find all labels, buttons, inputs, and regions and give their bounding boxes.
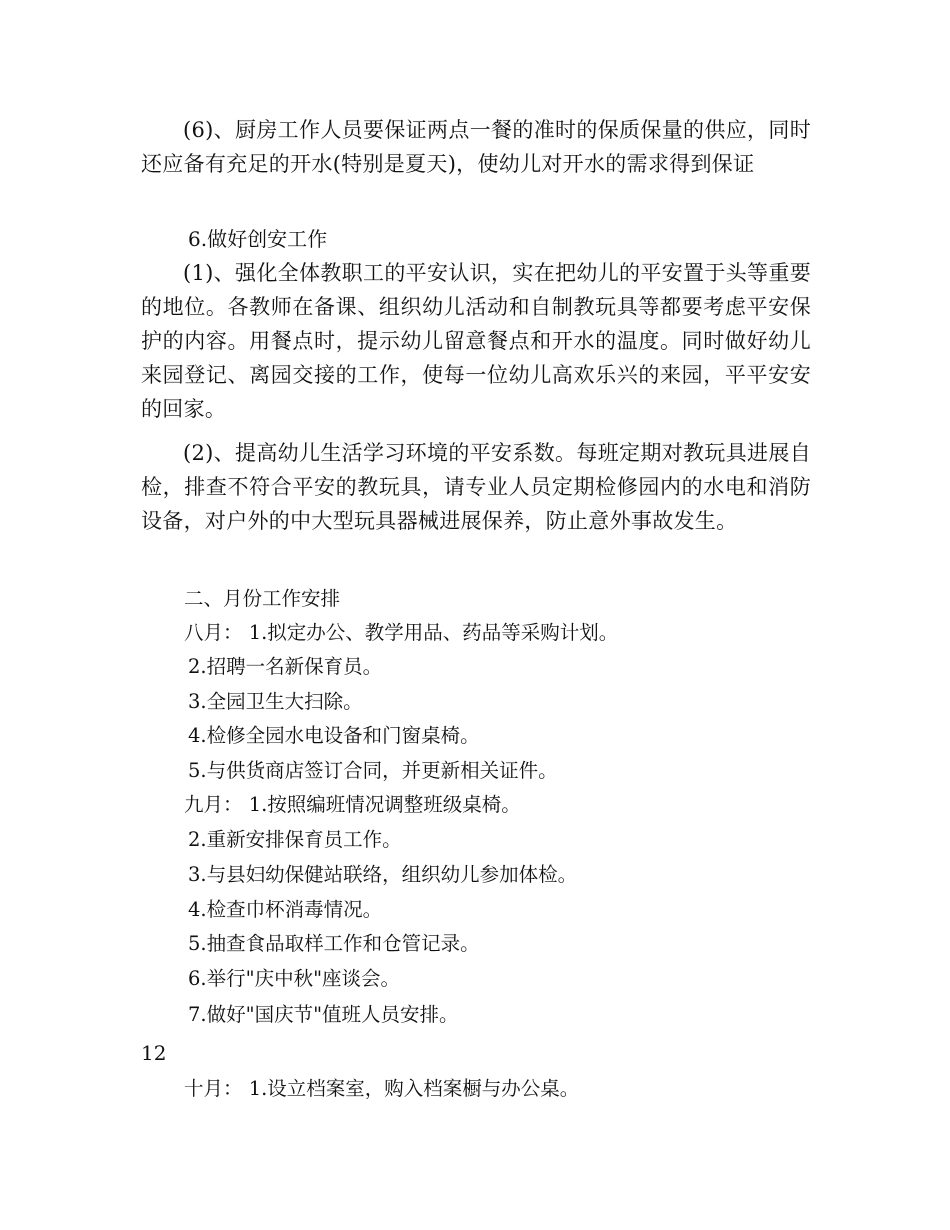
paragraph-safety-awareness: (1)、强化全体教职工的平安认识，实在把幼儿的平安置于头等重要的地位。各教师在备课、组织幼儿活动和自制教玩具等都要考虑平安保护的内容。用餐点时，提示幼儿留意餐点和开水的温度。同时做好幼儿来园登记、离园交接的工作，使每一位幼儿高欢乐兴的来园，平平安安的回家。 xyxy=(141,261,811,421)
august-item: 3.全园卫生大扫除。 xyxy=(188,690,363,713)
paragraph-kitchen-supply: (6)、厨房工作人员要保证两点一餐的准时的保质保量的供应，同时还应备有充足的开水(特别是夏天)，使幼儿对开水的需求得到保证 xyxy=(141,118,811,176)
september-item: 4.检查巾杯消毒情况。 xyxy=(188,898,383,921)
heading-monthly-plan: 二、月份工作安排 xyxy=(184,587,341,610)
august-item: 4.检修全园水电设备和门窗桌椅。 xyxy=(188,724,480,747)
october-title-line: 十月： 1.设立档案室，购入档案橱与办公桌。 xyxy=(184,1077,580,1100)
august-title-line: 八月： 1.拟定办公、教学用品、药品等采购计划。 xyxy=(184,621,619,644)
september-item: 5.抽查食品取样工作和仓管记录。 xyxy=(188,932,480,955)
page-number: 12 xyxy=(141,1041,167,1065)
heading-safety-work: 6.做好创安工作 xyxy=(188,227,328,251)
september-item: 6.举行"庆中秋"座谈会。 xyxy=(188,967,401,990)
september-item: 7.做好"国庆节"值班人员安排。 xyxy=(188,1003,459,1026)
august-item: 2.招聘一名新保育员。 xyxy=(188,655,383,678)
august-item: 5.与供货商店签订合同，并更新相关证件。 xyxy=(188,759,558,782)
september-title-line: 九月： 1.按照编班情况调整班级桌椅。 xyxy=(184,793,521,816)
paragraph-safety-environment: (2)、提高幼儿生活学习环境的平安系数。每班定期对教玩具进展自检，排查不符合平安的教玩具，请专业人员定期检修园内的水电和消防设备，对户外的中大型玩具器械进展保养，防止意外事故发生。 xyxy=(141,441,811,533)
september-item: 3.与县妇幼保健站联络，组织幼儿参加体检。 xyxy=(188,863,578,886)
september-item: 2.重新安排保育员工作。 xyxy=(188,828,402,851)
